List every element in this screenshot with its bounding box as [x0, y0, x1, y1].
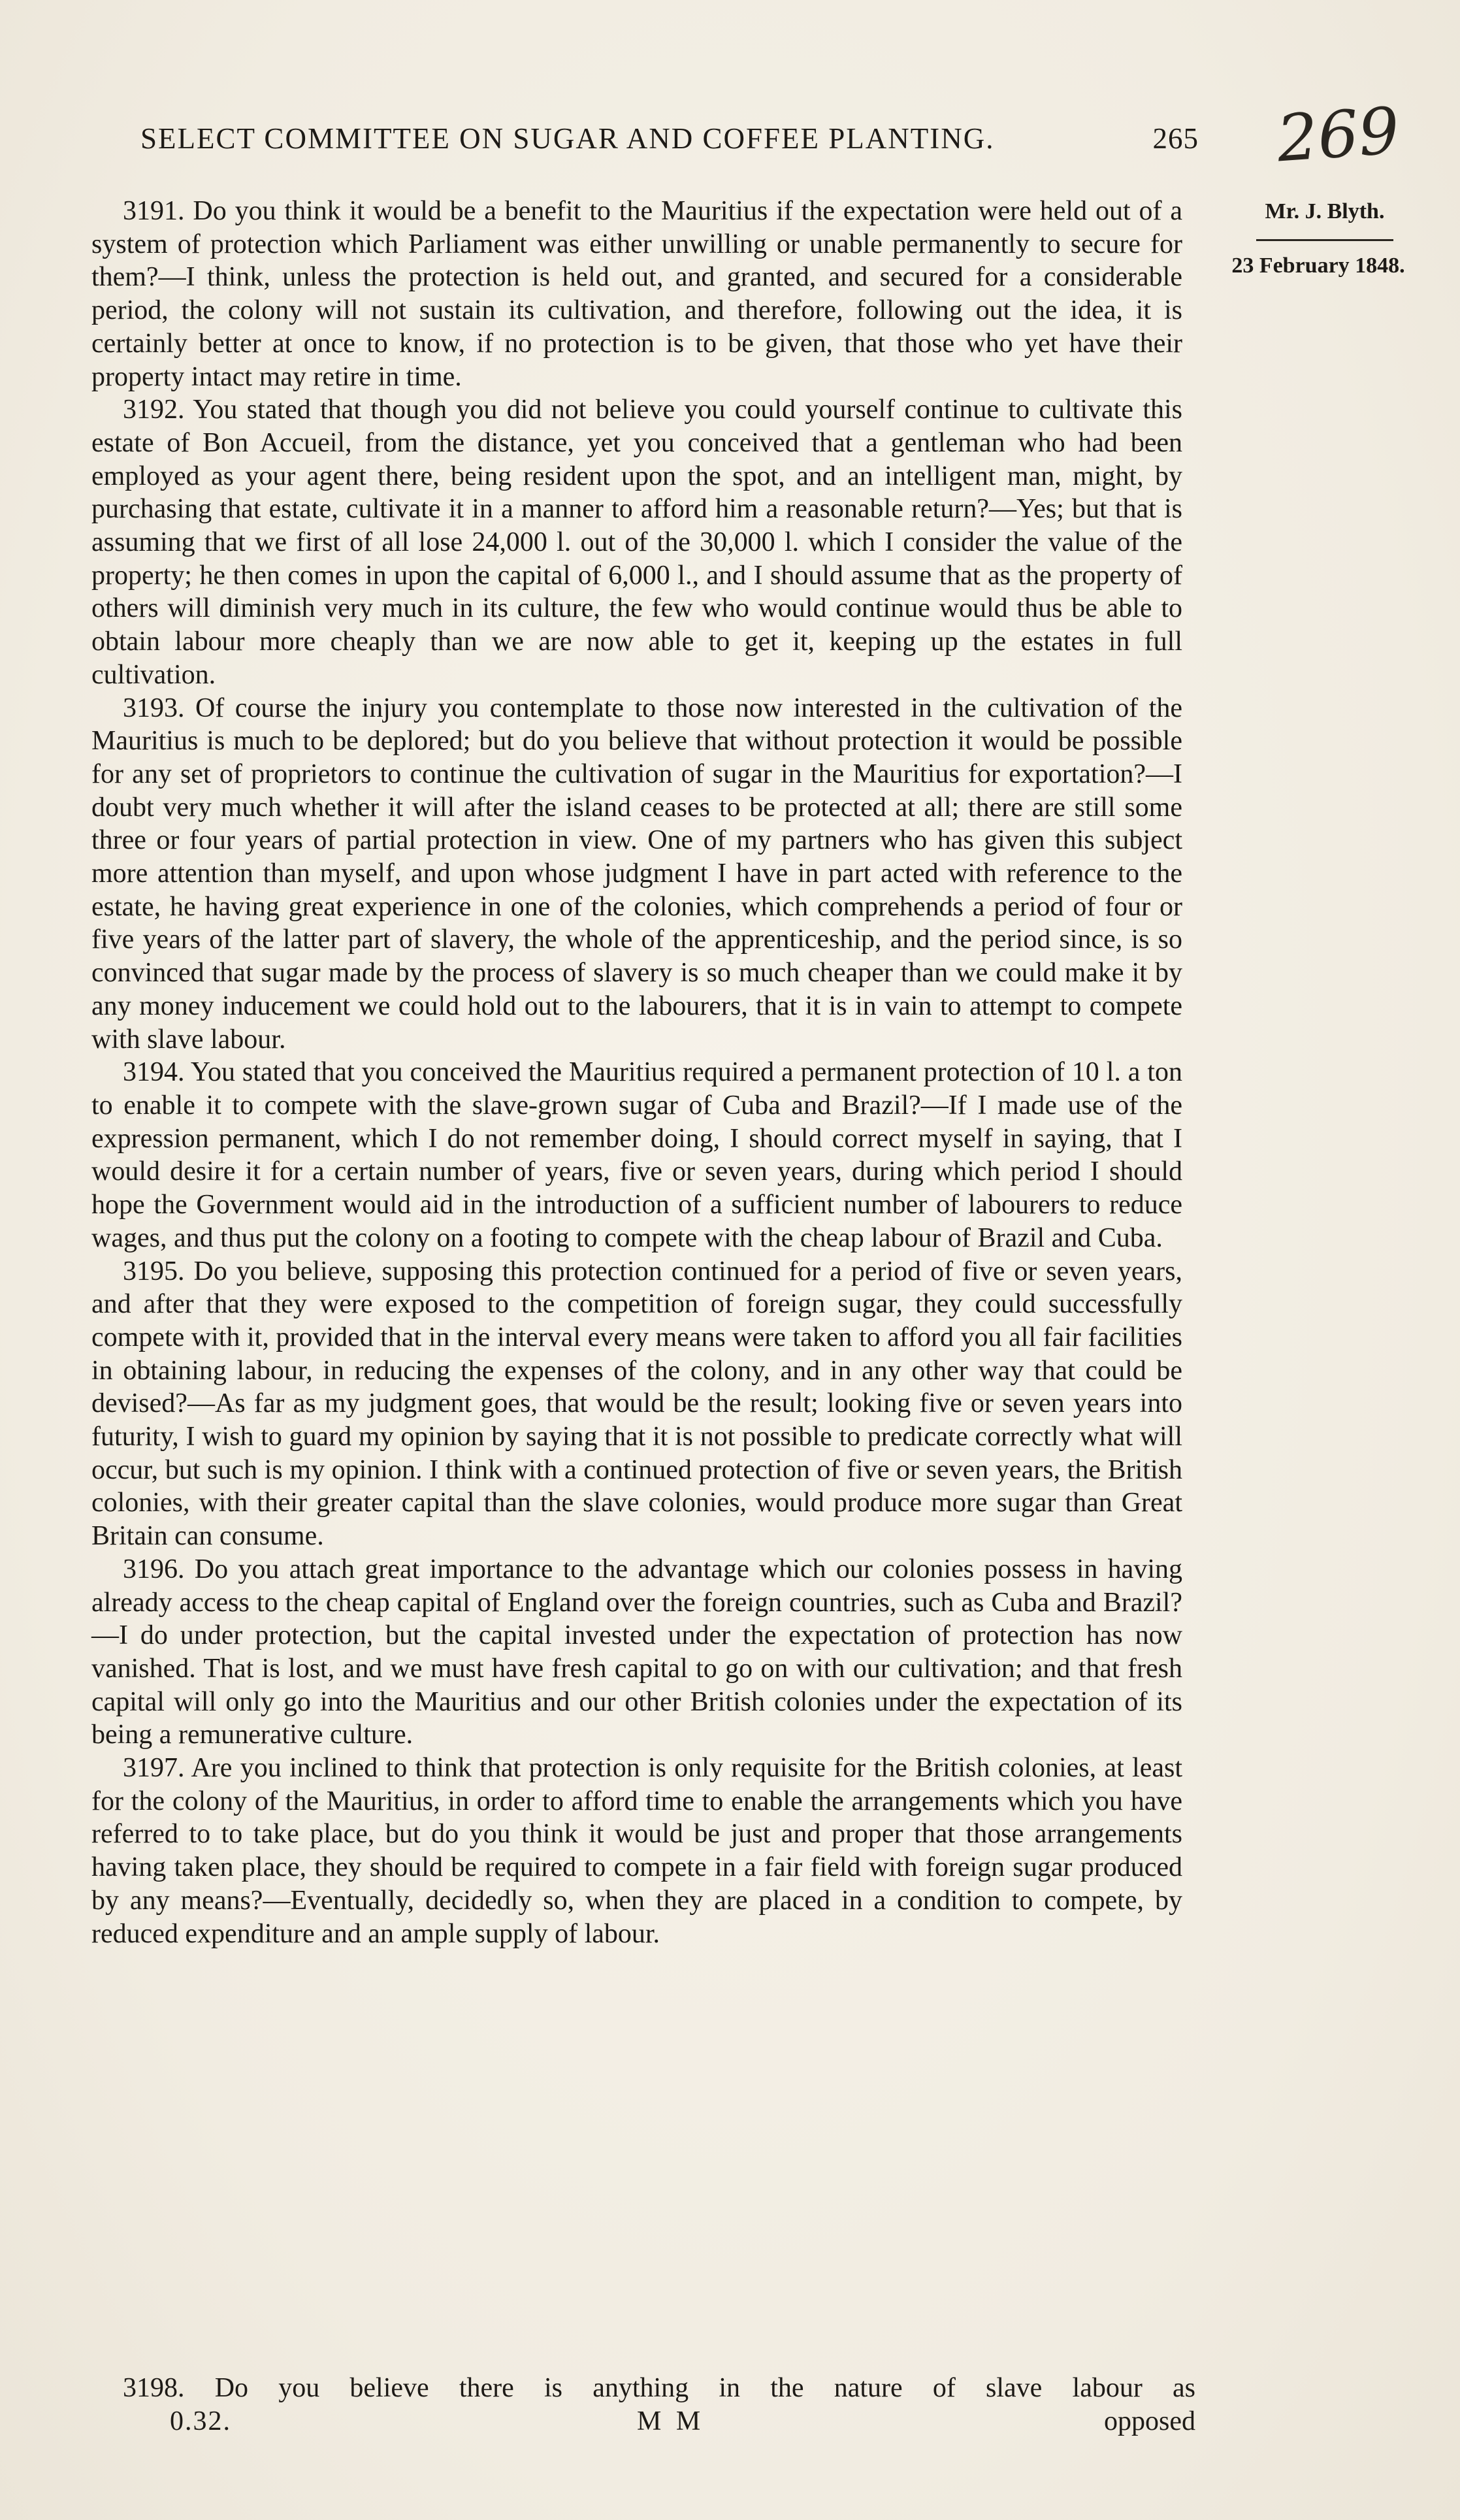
sheet-mark: M M: [637, 2406, 705, 2436]
footer-line: [91, 2404, 1195, 2444]
question-3197: 3197. Are you inclined to think that protection is only requisite for the British colonies, at least for the colony of the Mauritius, in order to afford time to enable the arrangements which you have referred to to take place, but do you think it would be just and proper that those arrangements having taken place, they should be required to compete in a fair field with foreign sugar produced by any means?—Eventually, decidedly so, when they are placed in a condition to compete, by reduced expenditure and an ample supply of labour.: [91, 1753, 1182, 1949]
running-header: [140, 122, 1199, 167]
hearing-date: 23 February 1848.: [1231, 254, 1405, 278]
margin-rule: [1256, 239, 1393, 241]
handwritten-folio-number: 269: [1274, 93, 1402, 177]
printer-signature: 0.32.: [170, 2406, 231, 2436]
page-title: SELECT COMMITTEE ON SUGAR AND COFFEE PLANTING.: [140, 122, 995, 155]
question-3198-start: 3198. Do you believe there is anything in the nature of slave labour as: [123, 2373, 1195, 2403]
catchword: opposed: [1104, 2406, 1195, 2436]
question-3192: 3192. You stated that though you did not believe you could yourself continue to cultivate this estate of Bon Accueil, from the distance, yet you conceived that a gentleman who had been employed as your agent there, being resident upon the spot, and an intelligent man, might, by purchasing that estate, cultivate it in a manner to afford him a reasonable return?—Yes; but that is assuming that we first of all lose 24,000 l. out of the 30,000 l. which I consider the value of the property; he then comes in upon the capital of 6,000 l., and I should assume that as the property of others will diminish very much in its culture, the few who would continue would thus be able to obtain labour more cheaply than we are now able to get it, keeping up the estates in full cultivation.: [91, 395, 1182, 690]
question-3193: 3193. Of course the injury you contemplate to those now interested in the cultivation of the Mauritius is much to be deplored; but do you believe that without protection it would be possible for any set of proprietors to continue the cultivation of sugar in the Mauritius for exportation?—I doubt very much whether it will after the island ceases to be protected at all; there are still some three or four years of partial protection in view. One of my partners who has given this subject more attention than myself, and upon whose judgment I have in part acted with reference to the estate, he having great experience in one of the colonies, which comprehends a period of four or five years of the latter part of slavery, the whole of the apprenticeship, and the period since, is so convinced that sugar made by the process of slavery is so much cheaper than we could make it by any money inducement we could hold out to the labourers, that it is in vain to attempt to compete with slave labour.: [91, 693, 1182, 1055]
question-3194: 3194. You stated that you conceived the Mauritius required a permanent protection of 10 l. a ton to enable it to compete with the slave-grown sugar of Cuba and Brazil?—If I made use of the expression permanent, which I do not remember doing, I should correct myself in saying, that I would desire it for a certain number of years, five or seven years, during which period I should hope the Government would aid in the introduction of a sufficient number of labourers to reduce wages, and thus put the colony on a footing to compete with the cheap labour of Brazil and Cuba.: [91, 1057, 1182, 1253]
page-footer: [91, 2372, 1195, 2444]
question-3195: 3195. Do you believe, supposing this protection continued for a period of five or seven years, and after that they were exposed to the competition of foreign sugar, they could successfully compete with it, provided that in the interval every means were taken to afford you all fair facilities in obtaining labour, in reducing the expenses of the colony, and in any other way that could be devised?—As far as my judgment goes, that would be the result; looking five or seven years into futurity, I wish to guard my opinion by saying that it is not possible to predicate correctly what will occur, but such is my opinion. I think with a continued protection of five or seven years, the British colonies, with their greater capital than the slave colonies, would produce more sugar than Great Britain can consume.: [91, 1256, 1182, 1552]
question-3191: 3191. Do you think it would be a benefit to the Mauritius if the expectation were held out of a system of protection which Parliament was either unwilling or unable permanently to secure for them?—I think, unless the protection is held out, and granted, and secured for a considerable period, the colony will not sustain its cultivation, and therefore, following out the idea, it is certainly better at once to know, if no protection is to be given, that those who yet have their property intact may retire in time.: [91, 196, 1182, 392]
margin-note: [1214, 196, 1436, 280]
page-number: 265: [1152, 122, 1199, 155]
question-3196: 3196. Do you attach great importance to the advantage which our colonies possess in having already access to the cheap capital of England over the foreign countries, such as Cuba and Brazil?—I do under protection, but the capital invested under the expectation of protection has now vanished. That is lost, and we must have fresh capital to go on with our cultivation; and that fresh capital will only go into the Mauritius and our other British colonies under the expectation of its being a remunerative culture.: [91, 1554, 1182, 1750]
witness-name: Mr. J. Blyth.: [1265, 199, 1385, 223]
testimony-body: [91, 195, 1182, 1950]
